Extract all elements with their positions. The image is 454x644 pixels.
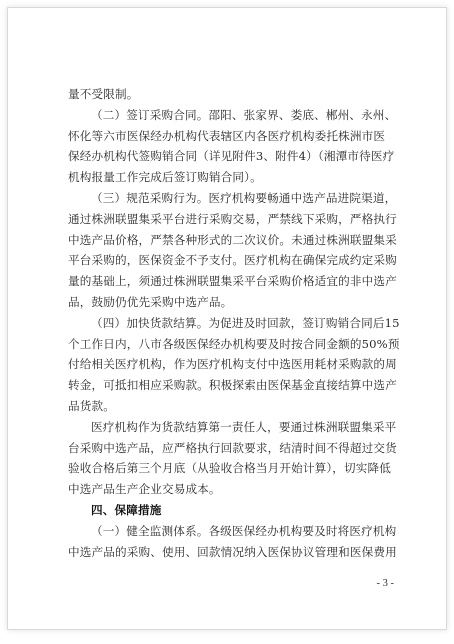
text-line: 平台采购的，医保资金不予支付。医疗机构在确保完成约定采购 [68,253,397,268]
text-line: 医疗机构作为货款结算第一责任人，要通过株洲联盟集采平 [91,419,397,434]
text-line: （四）加快货款结算。为促进及时回款，签订购销合同后15 [91,315,400,330]
text-line: 品，鼓励仍优先采购中选产品。 [68,294,233,309]
text-line: 怀化等六市医保经办机构代表辖区内各医疗机构委托株洲市医 [68,128,386,143]
text-line: 品货款。 [68,398,115,413]
page-number: - 3 - [376,578,394,589]
text-line: 个工作日内，八市各级医保经办机构要及时按合同金额的50%预 [68,336,400,351]
text-line: 保经办机构代签购销合同（详见附件3、附件4）（湘潭市待医疗 [68,149,395,164]
document-body [68,84,406,562]
document-page [7,7,447,630]
text-line: 转金，可抵扣相应采购款。积极探索由医保基金直接结算中选产 [68,378,397,393]
text-line: 量不受限制。 [68,87,139,101]
section-heading: 四、保障措施 [91,502,162,517]
text-line: 机构报量工作完成后签订购销合同）。 [68,170,262,185]
text-line: 中选产品价格，严禁各种形式的二次议价。未通过株洲联盟集采 [68,232,397,247]
text-line: （三）规范采购行为。医疗机构要畅通中选产品进院渠道， [91,190,397,205]
text-line: （一）健全监测体系。各级医保经办机构要及时将医疗机构 [91,523,397,538]
text-line: 台采购中选产品，应严格执行回款要求，结清时间不得超过交货 [68,440,397,455]
text-line: （二）签订采购合同。邵阳、张家界、娄底、郴州、永州、 [91,107,397,122]
text-line: 量的基础上，须通过株洲联盟集采平台采购价格适宜的非中选产 [68,274,397,289]
text-line: 验收合格后第三个月底（从验收合格当月开始计算），切实降低 [68,461,392,476]
text-line: 中选产品的采购、使用、回款情况纳入医保协议管理和医保费用 [68,544,397,559]
text-line: 付给相关医疗机构，作为医疗机构支付中选医用耗材采购款的周 [68,357,397,372]
text-line: 通过株洲联盟集采平台进行采购交易，严禁线下采购，严格执行 [68,211,397,226]
text-line: 中选产品生产企业交易成本。 [68,482,221,497]
